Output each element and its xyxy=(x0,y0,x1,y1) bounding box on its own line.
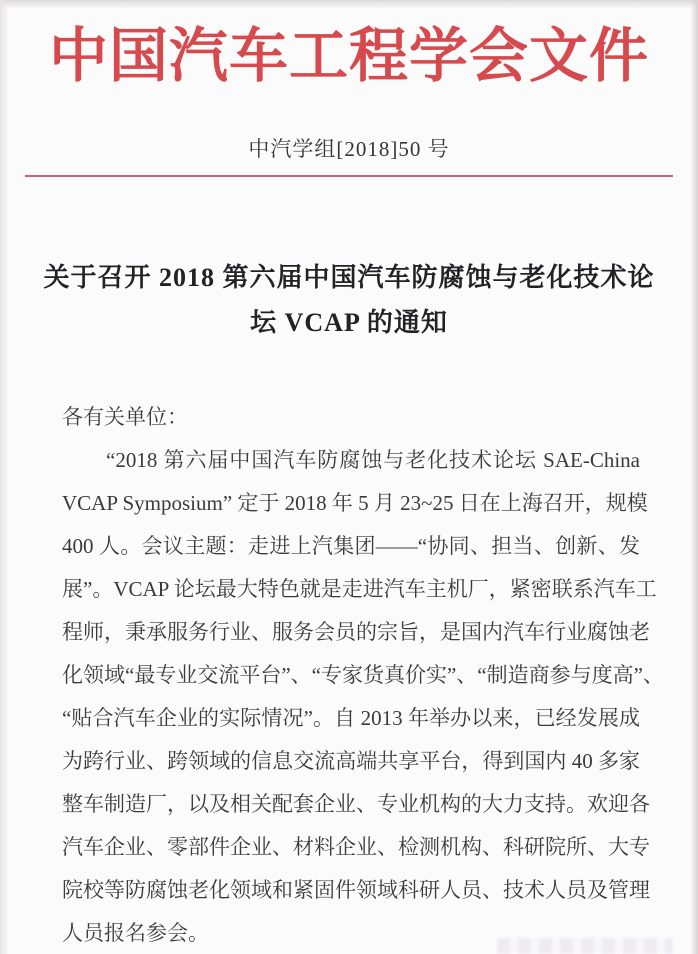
body-line: 人员报名参会。 xyxy=(62,921,209,945)
letterhead-org-title: 中国汽车工程学会文件 xyxy=(48,23,649,89)
body-line: “贴合汽车企业的实际情况”。自 2013 年举办以来，已经发展成 xyxy=(62,706,640,730)
scan-edge-top xyxy=(0,0,698,9)
notice-title-line2: 坛 VCAP 的通知 xyxy=(250,308,448,337)
body-line: 院校等防腐蚀老化领域和紧固件领域科研人员、技术人员及管理 xyxy=(62,878,650,902)
body-line: VCAP Symposium” 定于 2018 年 5 月 23~25 日在上海召开，规模 xyxy=(62,491,648,515)
red-divider-line xyxy=(25,175,673,177)
body-line: 400 人。会议主题：走进上汽集团——“协同、担当、创新、发 xyxy=(62,534,640,558)
notice-title-line1: 关于召开 2018 第六届中国汽车防腐蚀与老化技术论 xyxy=(43,263,655,292)
notice-body xyxy=(62,396,664,954)
body-line: 汽车企业、零部件企业、材料企业、检测机构、科研院所、大专 xyxy=(62,835,650,859)
body-line: “2018 第六届中国汽车防腐蚀与老化技术论坛 SAE-China xyxy=(106,448,640,472)
body-line: 展”。VCAP 论坛最大特色就是走进汽车主机厂，紧密联系汽车工 xyxy=(62,577,657,601)
notice-title xyxy=(40,255,658,345)
body-line: 整车制造厂，以及相关配套企业、专业机构的大力支持。欢迎各 xyxy=(62,792,650,816)
body-line: 化领域“最专业交流平台”、“专家货真价实”、“制造商参与度高”、 xyxy=(62,663,664,687)
salutation: 各有关单位： xyxy=(62,405,188,429)
body-line: 为跨行业、跨领域的信息交流高端共享平台，得到国内 40 多家 xyxy=(62,749,640,773)
scan-artifact-next-line xyxy=(497,938,673,954)
doc-number: 中汽学组[2018]50 号 xyxy=(248,137,450,161)
body-line: 程师，秉承服务行业、服务会员的宗旨，是国内汽车行业腐蚀老 xyxy=(62,620,650,644)
